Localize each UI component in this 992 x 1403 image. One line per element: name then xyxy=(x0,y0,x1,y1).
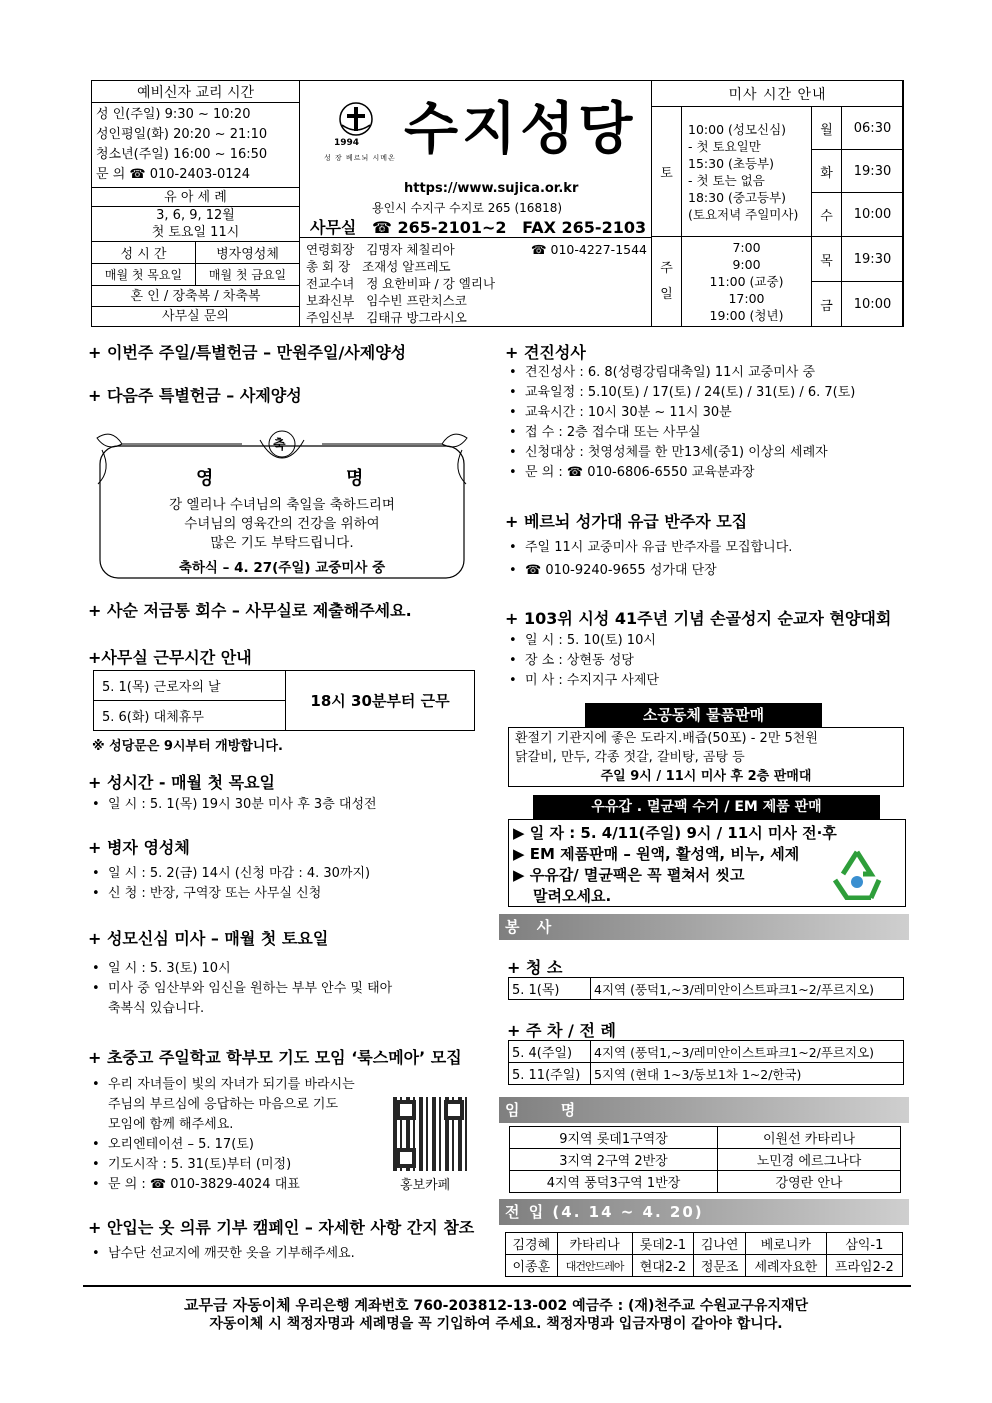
appointment-bar: 임 명 xyxy=(499,1097,909,1123)
list-item: • 일 시 : 5. 3(토) 10시 xyxy=(88,959,392,979)
appointment-table xyxy=(509,1126,901,1193)
weekday-time: 19:30 xyxy=(842,237,904,282)
sun-mass-time: 17:00 xyxy=(728,291,765,306)
milk-item: 말려오세요. xyxy=(533,887,612,905)
milk-item: ▶ EM 제품판매 – 원액, 활성액, 비누, 세제 xyxy=(513,845,800,863)
weekday-label: 목 xyxy=(812,237,842,282)
weekday-time: 19:30 xyxy=(842,150,904,193)
infant-baptism-months: 3, 6, 9, 12월 xyxy=(156,207,235,223)
offering-this-week: + 이번주 주일/특별헌금 – 만원주일/사제양성 xyxy=(88,343,407,362)
parents-prayer-list xyxy=(88,1075,355,1195)
church-name: 수지성당 xyxy=(404,97,637,162)
catechism-row: 성인평일(화) 20:20 ~ 21:10 xyxy=(96,127,268,142)
church-address: 용인시 수지구 수지로 265 (16818) xyxy=(372,201,563,215)
move-in-cell: 세례자요한 xyxy=(746,1255,827,1277)
staff-row: 주임신부 김태규 방그라시오 xyxy=(306,310,467,325)
staff-row: 보좌신부 임수빈 프란치스코 xyxy=(306,293,467,308)
office-hours-row: 5. 6(화) 대체휴무 xyxy=(94,701,286,731)
holy-hour-title: 성 시 간 xyxy=(92,242,196,264)
offering-next-week: + 다음주 특별헌금 – 사제양성 xyxy=(88,386,302,405)
weekday-label: 월 xyxy=(812,107,842,150)
feast-card xyxy=(92,428,472,580)
martyr-event-list xyxy=(505,631,659,691)
list-item: • 오리엔테이션 – 5. 17(토) xyxy=(88,1135,355,1155)
sat-mass-time: 10:00 (성모신심) xyxy=(688,121,787,137)
milk-carton-box xyxy=(508,819,906,907)
office-phone: ☎ 265-2101~2 xyxy=(371,218,507,237)
weekday-time: 10:00 xyxy=(842,193,904,237)
move-in-cell: 프라임2-2 xyxy=(826,1255,902,1277)
list-item: • 일 시 : 5. 1(목) 19시 30분 미사 후 3층 대성전 xyxy=(88,795,377,815)
milk-carton-title: 우유갑 . 멸균팩 수거 / EM 제품 판매 xyxy=(533,795,880,819)
sick-communion-title: + 병자 영성체 xyxy=(88,838,190,857)
service-bar: 봉 사 xyxy=(499,914,909,940)
parents-prayer-title: + 초중고 주일학교 학부모 기도 모임 ‘룩스메아’ 모집 xyxy=(88,1048,462,1067)
list-item: 주님의 부르심에 응답하는 마음으로 기도 xyxy=(108,1097,339,1112)
sat-mass-note: (토요저녁 주일미사) xyxy=(688,206,799,222)
list-item: 모임에 함께 해주세요. xyxy=(108,1117,234,1132)
qr-code-icon[interactable] xyxy=(393,1097,467,1171)
move-in-cell: 롯데2-1 xyxy=(632,1233,694,1255)
parking-table xyxy=(508,1040,904,1085)
list-item: • 우리 자녀들이 빛의 자녀가 되기를 바라시는 xyxy=(88,1075,355,1095)
header-box xyxy=(91,80,903,327)
weekday-time: 06:30 xyxy=(842,107,904,150)
appointment-role: 3지역 2구역 2반장 xyxy=(510,1149,718,1171)
feast-title-1: 영 xyxy=(196,468,214,489)
sick-communion-list xyxy=(88,864,370,904)
weekday-label: 수 xyxy=(812,193,842,237)
mass-title: 미사 시간 안내 xyxy=(652,81,904,107)
list-item: • 교육시간 : 10시 30분 ~ 11시 30분 xyxy=(505,403,855,423)
move-in-cell: 베로니카 xyxy=(746,1233,827,1255)
list-item: • 일 시 : 5. 2(금) 14시 (신청 마감 : 4. 30까지) xyxy=(88,864,370,884)
martyr-event-title: + 103위 시성 41주년 기념 손골성지 순교자 현양대회 xyxy=(505,609,892,628)
office-hours-table xyxy=(93,670,475,731)
feast-line: 많은 기도 부탁드립니다. xyxy=(210,535,354,551)
weekday-label: 화 xyxy=(812,150,842,193)
feast-title-2: 명 xyxy=(346,468,364,489)
feast-line: 수녀님의 영육간의 건강을 위하여 xyxy=(184,516,380,532)
list-item: • 주일 11시 교중미사 유급 반주자를 모집합니다. xyxy=(505,538,792,558)
choir-list xyxy=(505,538,792,581)
list-item: • 미사 중 임산부와 임신을 원하는 부부 안수 및 태아 xyxy=(88,979,392,999)
list-item: • ☎ 010-9240-9655 성가대 단장 xyxy=(505,561,792,581)
catechism-title: 예비신자 교리 시간 xyxy=(92,81,300,103)
sun-mass-time: 7:00 xyxy=(732,240,761,255)
infant-baptism-title: 유 아 세 례 xyxy=(92,189,299,207)
clothes-campaign-title: + 안입는 옷 의류 기부 캠페인 – 자세한 사항 간지 참조 xyxy=(88,1218,475,1237)
staff-row: 총 회 장 조재성 알프레도 xyxy=(306,259,451,274)
feast-event: 축하식 – 4. 27(주일) 교중미사 중 xyxy=(178,560,386,576)
move-in-bar: 전 입 (4. 14 ~ 4. 20) xyxy=(499,1199,909,1225)
saturday-label: 토 xyxy=(652,107,682,237)
website-link[interactable]: https://www.sujica.or.kr xyxy=(404,181,579,196)
office-hours-row: 5. 1(목) 근로자의 날 xyxy=(94,671,286,701)
footer-line-1 xyxy=(0,1294,992,1315)
office-fax: FAX 265-2103 xyxy=(522,218,647,237)
catechism-row: 청소년(주일) 16:00 ~ 16:50 xyxy=(96,147,268,162)
clothes-campaign-list xyxy=(88,1244,355,1264)
sat-mass-time: 18:30 (중고등부) xyxy=(688,189,787,205)
move-in-cell: 대건안드레아 xyxy=(557,1255,632,1277)
sunday-label: 주 일 xyxy=(652,237,682,327)
sat-mass-note: - 첫 토는 없음 xyxy=(688,172,765,188)
feast-message xyxy=(92,496,472,553)
appointment-role: 4지역 풍덕3구역 1반장 xyxy=(510,1171,718,1193)
move-in-cell: 김나연 xyxy=(694,1233,746,1255)
mass-times-table xyxy=(651,80,904,327)
move-in-table xyxy=(505,1232,903,1277)
holy-hour-day: 매월 첫 목요일 xyxy=(92,264,196,286)
sick-communion-day: 매월 첫 금요일 xyxy=(195,264,299,286)
logo-caption: 성 장 베르뇌 시메온 xyxy=(324,154,396,162)
cleaning-table xyxy=(508,977,904,1000)
list-item: • 장 소 : 상현동 성당 xyxy=(505,651,659,671)
parking-date: 5. 4(주일) xyxy=(509,1041,591,1063)
appointment-name: 노민경 에르그나다 xyxy=(718,1149,901,1171)
milk-item: ▶ 일 자 : 5. 4/11(주일) 9시 / 11시 미사 전·후 xyxy=(513,824,837,842)
move-in-cell: 현대2-2 xyxy=(632,1255,694,1277)
catechism-table xyxy=(91,80,300,327)
staff-row: 연령회장 김명자 체칠리아 ☎ 010-4227-1544 xyxy=(306,242,647,257)
weekday-time: 10:00 xyxy=(842,282,904,327)
office-hours-footnote: ※ 성당문은 9시부터 개방합니다. xyxy=(92,739,283,754)
infant-baptism-day: 첫 토요일 11시 xyxy=(151,224,240,240)
sat-mass-note: - 첫 토요일만 xyxy=(688,138,761,154)
sale-line: 닭갈비, 만두, 각종 젓갈, 갈비탕, 곰탕 등 xyxy=(515,750,745,765)
list-item: • 남수단 선교지에 깨끗한 옷을 기부해주세요. xyxy=(88,1244,355,1264)
move-in-cell: 정문조 xyxy=(694,1255,746,1277)
community-sale-title: 소공동체 물품판매 xyxy=(585,703,822,727)
feast-badge: 축 xyxy=(273,438,286,453)
marian-mass-title: + 성모신심 미사 – 매월 첫 토요일 xyxy=(88,929,329,948)
list-item: • 일 시 : 5. 10(토) 10시 xyxy=(505,631,659,651)
list-item: • 신 청 : 반장, 구역장 또는 사무실 신청 xyxy=(88,884,370,904)
move-in-cell: 삼익-1 xyxy=(826,1233,902,1255)
footer-divider xyxy=(83,1285,911,1287)
list-item: • 기도시작 : 5. 31(토)부터 (미정) xyxy=(88,1155,355,1175)
lent-box-notice: + 사순 저금통 회수 – 사무실로 제출해주세요. xyxy=(88,601,412,620)
choir-title: + 베르뇌 성가대 유급 반주자 모집 xyxy=(505,512,748,531)
move-in-cell: 이종훈 xyxy=(506,1255,558,1277)
office-label: 사무실 xyxy=(310,218,357,237)
holy-hour-title: + 성시간 - 매월 첫 목요일 xyxy=(88,773,276,792)
weekday-label: 금 xyxy=(812,282,842,327)
list-item: • 미 사 : 수지지구 사제단 xyxy=(505,671,659,691)
cleaning-title: + 청 소 xyxy=(507,958,563,977)
logo-year: 1994 xyxy=(334,138,360,148)
confirmation-list xyxy=(505,363,855,483)
office-hours-note: 18시 30분부터 근무 xyxy=(286,671,475,731)
sun-mass-time: 11:00 (교중) xyxy=(709,274,784,289)
holy-hour-list xyxy=(88,795,377,815)
auto-transfer-label: 교무금 자동이체 xyxy=(183,1296,291,1314)
list-item: • 신청대상 : 첫영성체를 한 만13세(중1) 이상의 세례자 xyxy=(505,443,855,463)
sale-line: 환절기 기관지에 좋은 도라지.배즙(50포) - 2만 5천원 xyxy=(515,731,818,746)
sat-mass-time: 15:30 (초등부) xyxy=(688,155,774,171)
confirmation-title: + 견진성사 xyxy=(505,343,586,362)
list-item: • 문 의 : ☎ 010-6806-6550 교육분과장 xyxy=(505,463,855,483)
staff-list xyxy=(306,241,651,326)
list-item: • 교육일정 : 5.10(토) / 17(토) / 24(토) / 31(토) / 6. 7(토) xyxy=(505,383,855,403)
bank-account: 우리은행 계좌번호 760-203812-13-002 예금주 : (재)천주교 수원교구유지재단 xyxy=(290,1298,809,1314)
staff-row: 전교수녀 정 요한비파 / 강 엘리나 xyxy=(306,276,496,291)
parking-date: 5. 11(주일) xyxy=(509,1063,591,1085)
list-item: • 접 수 : 2층 접수대 또는 사무실 xyxy=(505,423,855,443)
parking-area: 4지역 (풍덕1,~3/레미안이스트파크1~2/푸르지오) xyxy=(591,1041,904,1063)
sick-communion-title: 병자영성체 xyxy=(195,242,299,264)
appointment-name: 이원선 카타리나 xyxy=(718,1127,901,1149)
list-item: • 문 의 : ☎ 010-3829-4024 대표 xyxy=(88,1175,355,1195)
qr-caption: 홍보카페 xyxy=(400,1178,451,1193)
list-item: • 견진성사 : 6. 8(성령강림대축일) 11시 교중미사 중 xyxy=(505,363,855,383)
sale-when: 주일 9시 / 11시 미사 후 2층 판매대 xyxy=(600,769,812,784)
move-in-cell: 카타리나 xyxy=(557,1233,632,1255)
marian-mass-list xyxy=(88,959,392,1019)
office-hours-title: +사무실 근무시간 안내 xyxy=(88,648,252,667)
catechism-row: 문 의 ☎ 010-2403-0124 xyxy=(96,167,251,182)
community-sale-box xyxy=(508,727,904,787)
milk-item: ▶ 우유갑/ 멸균팩은 꼭 펼쳐서 씻고 xyxy=(513,866,745,884)
footer-line-2: 자동이체 시 책정자명과 세례명을 꼭 기입하여 주세요. 책정자명과 입금자명이 같아야 합니다. xyxy=(209,1316,783,1332)
list-item: 축복식 있습니다. xyxy=(108,1001,205,1016)
recycle-icon xyxy=(827,848,887,900)
move-in-cell: 김경혜 xyxy=(506,1233,558,1255)
sun-mass-time: 9:00 xyxy=(732,257,761,272)
feast-line: 강 엘리나 수녀님의 축일을 축하드리며 xyxy=(169,497,395,513)
marriage-contact: 사무실 문의 xyxy=(162,308,229,324)
parking-area: 5지역 (현대 1~3/동보1차 1~2/한국) xyxy=(591,1063,904,1085)
cleaning-area: 4지역 (풍덕1,~3/레미안이스트파크1~2/푸르지오) xyxy=(591,978,904,1000)
marriage-title: 혼 인 / 장축복 / 차축복 xyxy=(92,287,299,307)
cleaning-date: 5. 1(목) xyxy=(509,978,591,1000)
catechism-row: 성 인(주일) 9:30 ~ 10:20 xyxy=(96,107,251,122)
appointment-name: 강영란 안나 xyxy=(718,1171,901,1193)
appointment-role: 9지역 롯데1구역장 xyxy=(510,1127,718,1149)
sun-mass-time: 19:00 (청년) xyxy=(709,308,784,323)
parking-title: + 주 차 / 전 례 xyxy=(507,1021,616,1040)
